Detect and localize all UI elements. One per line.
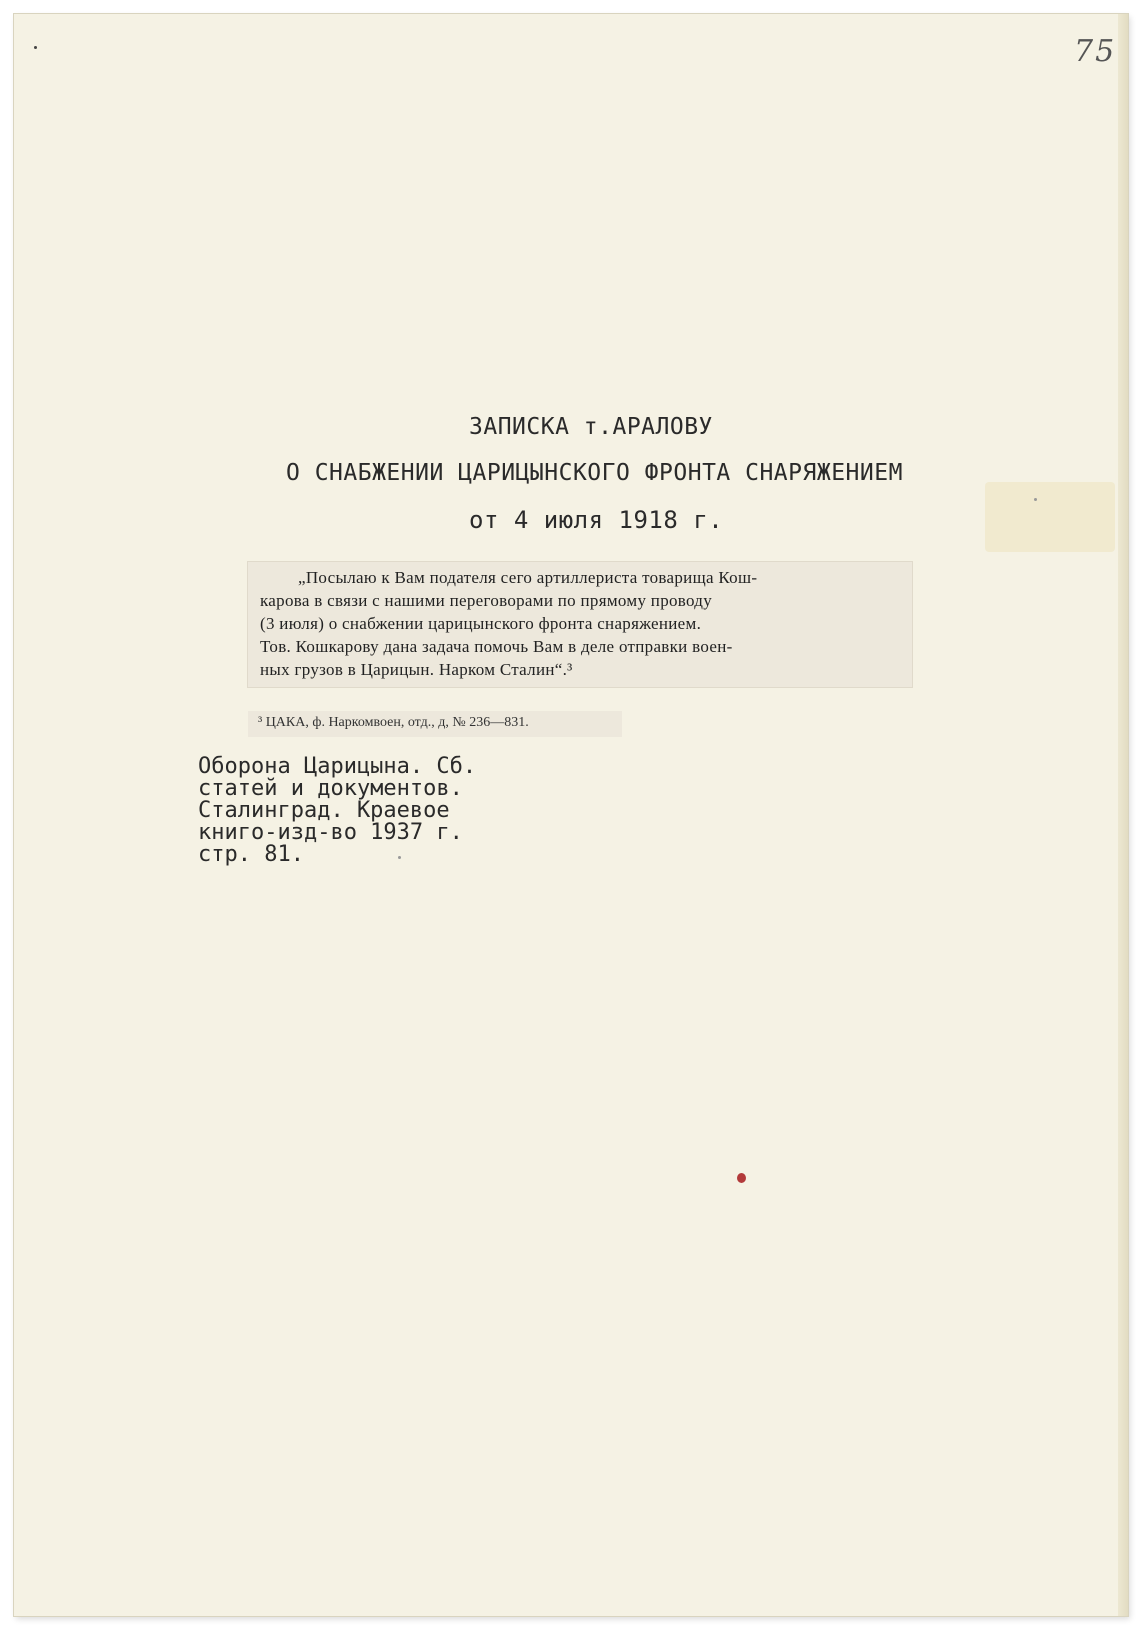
clipping-line: ных грузов в Царицын. Нарком Сталин“.³	[260, 660, 573, 679]
handwritten-page-number: 75	[1074, 34, 1117, 69]
clipping-line: Тов. Кошкарову дана задача помочь Вам в деле отправки воен-	[260, 637, 733, 656]
footnote-text: ³ ЦАКА, ф. Наркомвоен, отд., д, № 236—831.	[258, 715, 529, 730]
glue-stain	[985, 482, 1115, 552]
document-page	[14, 14, 1128, 1616]
source-citation-line: статей и документов.	[198, 776, 463, 801]
source-citation-line: стр. 81.	[198, 842, 304, 867]
ink-speck	[398, 856, 401, 859]
document-title-line-2: О СНАБЖЕНИИ ЦАРИЦЫНСКОГО ФРОНТА СНАРЯЖЕНИЕМ	[286, 460, 903, 486]
document-date: от 4 июля 1918 г.	[469, 506, 724, 534]
ink-speck	[34, 46, 37, 49]
clipping-line: карова в связи с нашими переговорами по прямому проводу	[260, 591, 713, 610]
source-citation-line: книго-изд-во 1937 г.	[198, 820, 463, 845]
red-ink-mark	[737, 1173, 746, 1183]
clipping-line: „Посылаю к Вам подателя сего артиллериста товарища Кош-	[298, 568, 758, 587]
ink-speck	[1034, 498, 1037, 501]
source-citation-line: Сталинград. Краевое	[198, 798, 450, 823]
clipping-line: (3 июля) о снабжении царицынского фронта снаряжением.	[260, 614, 702, 633]
printed-clipping	[248, 562, 912, 687]
document-title-line-1: ЗАПИСКА т.АРАЛОВУ	[469, 414, 713, 440]
source-citation-line: Оборона Царицына. Сб.	[198, 754, 477, 779]
footnote-clipping	[248, 711, 622, 737]
page-edge-shadow	[1118, 14, 1128, 1616]
